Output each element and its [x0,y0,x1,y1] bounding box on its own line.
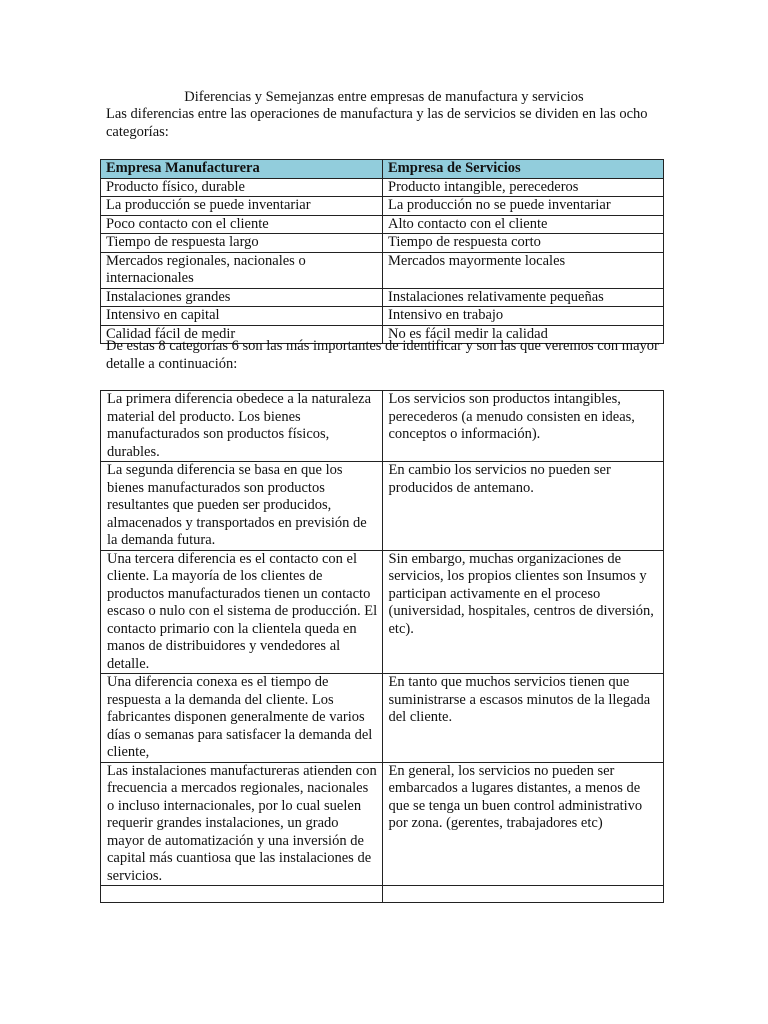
table-cell: Tiempo de respuesta largo [101,234,383,253]
table-cell: No es fácil medir la calidad [383,325,664,344]
table-cell: En general, los servicios no pueden ser embarcados a lugares distantes, a menos de que se tenga un buen control administrativo por zona. (gerentes, trabajadores etc) [382,762,664,886]
table-cell [101,886,383,903]
table-cell [382,886,664,903]
table-cell: Una tercera diferencia es el contacto con el cliente. La mayoría de los clientes de productos manufacturados tienen un contacto escaso o nulo con el sistema de producción. El contacto primario con la clientela queda en manos de distribuidores y vendedores al detalle. [101,550,383,674]
table-cell: La producción se puede inventariar [101,197,383,216]
table-cell: En tanto que muchos servicios tienen que suministrarse a escasos minutos de la llegada del cliente. [382,674,664,763]
document-title: Diferencias y Semejanzas entre empresas de manufactura y servicios [184,89,584,105]
table-row [101,674,664,763]
table-cell: La segunda diferencia se basa en que los bienes manufacturados son productos resultantes que pueden ser producidos, almacenados y transportados en previsión de la demanda futura. [101,462,383,551]
table-cell: Producto físico, durable [101,178,383,197]
table-row [101,462,664,551]
table-cell: Intensivo en trabajo [383,307,664,326]
table-cell: Instalaciones relativamente pequeñas [383,288,664,307]
table-cell: Alto contacto con el cliente [383,215,664,234]
middle-paragraph: De estas 8 categorías 6 son las más importantes de identificar y son las que veremos con mayor detalle a continuación: [106,338,659,372]
table-cell: En cambio los servicios no pueden ser producidos de antemano. [382,462,664,551]
table-cell: Calidad fácil de medir [101,325,383,344]
table-cell: Una diferencia conexa es el tiempo de respuesta a la demanda del cliente. Los fabricantes disponen generalmente de varios días o semanas para satisfacer la demanda del cliente, [101,674,383,763]
table-cell: Mercados mayormente locales [383,252,664,288]
header-cell-services: Empresa de Servicios [383,160,664,179]
table-cell: Producto intangible, perecederos [383,178,664,197]
table-cell: Intensivo en capital [101,307,383,326]
table-row [101,234,664,253]
table-cell: Instalaciones grandes [101,288,383,307]
table-row [101,215,664,234]
header-cell-manufacturing: Empresa Manufacturera [101,160,383,179]
table-header-row [101,160,664,179]
intro-paragraph: Las diferencias entre las operaciones de manufactura y las de servicios se dividen en las ocho categorías: [106,106,648,140]
comparison-table [100,159,664,344]
table-row [101,252,664,288]
table-row [101,288,664,307]
table-row [101,550,664,674]
table-cell: Poco contacto con el cliente [101,215,383,234]
detail-table [100,390,664,903]
table-row [101,762,664,886]
table-cell: Tiempo de respuesta corto [383,234,664,253]
table-cell: La producción no se puede inventariar [383,197,664,216]
table-cell: La primera diferencia obedece a la naturaleza material del producto. Los bienes manufacturados son productos físicos, durables. [101,391,383,462]
table-cell: Sin embargo, muchas organizaciones de servicios, los propios clientes son Insumos y participan activamente en el proceso (universidad, hospitales, centros de diversión, etc). [382,550,664,674]
table-row [101,307,664,326]
table-row [101,178,664,197]
table-row [101,197,664,216]
table-cell: Las instalaciones manufactureras atienden con frecuencia a mercados regionales, nacionales o incluso internacionales, por lo cual suelen requerir grandes instalaciones, un grado mayor de automatización y una inversión de capital más cuantiosa que las instalaciones de servicios. [101,762,383,886]
table-row [101,391,664,462]
table-cell: Mercados regionales, nacionales o internacionales [101,252,383,288]
table-cell: Los servicios son productos intangibles, perecederos (a menudo consisten en ideas, conceptos o información). [382,391,664,462]
empty-table-row [101,886,664,903]
